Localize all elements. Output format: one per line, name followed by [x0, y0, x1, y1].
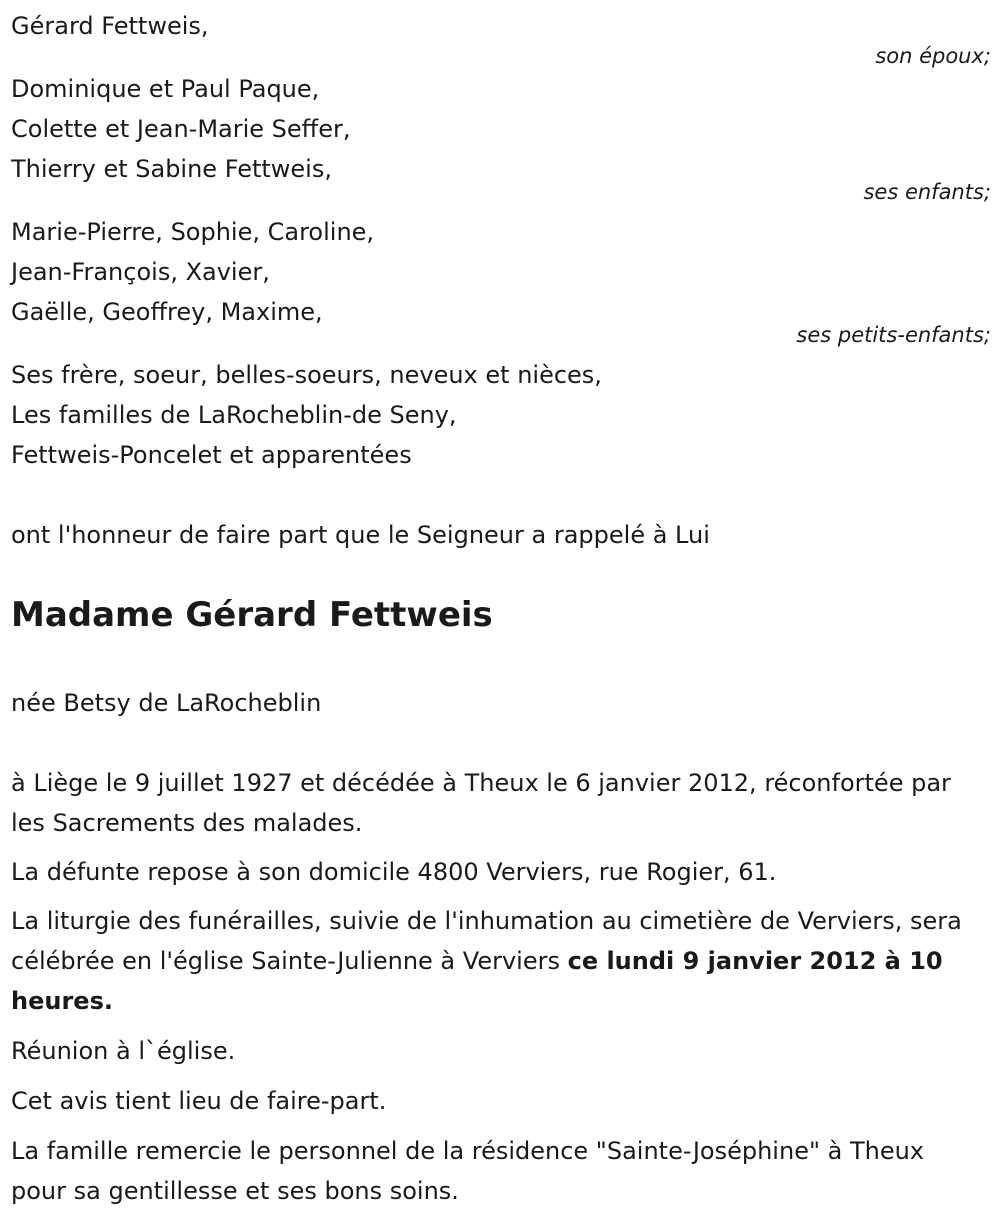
family-line: Les familles de LaRocheblin-de Seny, [11, 401, 457, 429]
rest-paragraph: La défunte repose à son domicile 4800 Verviers, rue Rogier, 61. [11, 858, 777, 886]
child-line: Colette et Jean-Marie Seffer, [11, 115, 351, 143]
notice-paragraph: Cet avis tient lieu de faire-part. [11, 1087, 387, 1115]
family-line: Fettweis-Poncelet et apparentées [11, 441, 412, 469]
liturgy-date: ce lundi 9 janvier 2012 à 10 heures. [11, 947, 943, 1015]
child-line: Thierry et Sabine Fettweis, [11, 155, 332, 183]
grandchild-line: Marie-Pierre, Sophie, Caroline, [11, 218, 375, 246]
maiden-name: née Betsy de LaRocheblin [11, 689, 322, 717]
grandchildren-role: ses petits-enfants; [796, 323, 991, 347]
grandchild-line: Jean-François, Xavier, [11, 258, 270, 286]
birth-death-paragraph: à Liège le 9 juillet 1927 et décédée à Theux le 6 janvier 2012, réconfortée par les Sacrements des malades. [11, 769, 951, 837]
liturgy-paragraph [11, 901, 986, 1021]
spouse-role: son époux; [875, 44, 991, 68]
spouse-group [11, 6, 991, 68]
liturgy-text: La liturgie des funérailles, suivie de l'inhumation au cimetière de Verviers, sera célébrée en l'église Sainte-Julienne à Verviers [11, 907, 962, 975]
meeting-paragraph: Réunion à l`église. [11, 1037, 236, 1065]
family-group [11, 355, 991, 475]
child-line: Dominique et Paul Paque, [11, 75, 320, 103]
family-line: Ses frère, soeur, belles-soeurs, neveux et nièces, [11, 361, 602, 389]
deceased-name: Madame Gérard Fettweis [11, 595, 493, 635]
children-role: ses enfants; [863, 180, 991, 204]
grandchildren-group [11, 212, 991, 347]
spouse-name: Gérard Fettweis, [11, 12, 209, 40]
thanks-paragraph: La famille remercie le personnel de la résidence "Sainte-Joséphine" à Theux pour sa gentillesse et ses bons soins. [11, 1137, 925, 1205]
grandchild-line: Gaëlle, Geoffrey, Maxime, [11, 298, 323, 326]
children-group [11, 69, 991, 204]
announcement: ont l'honneur de faire part que le Seigneur a rappelé à Lui [11, 521, 710, 549]
